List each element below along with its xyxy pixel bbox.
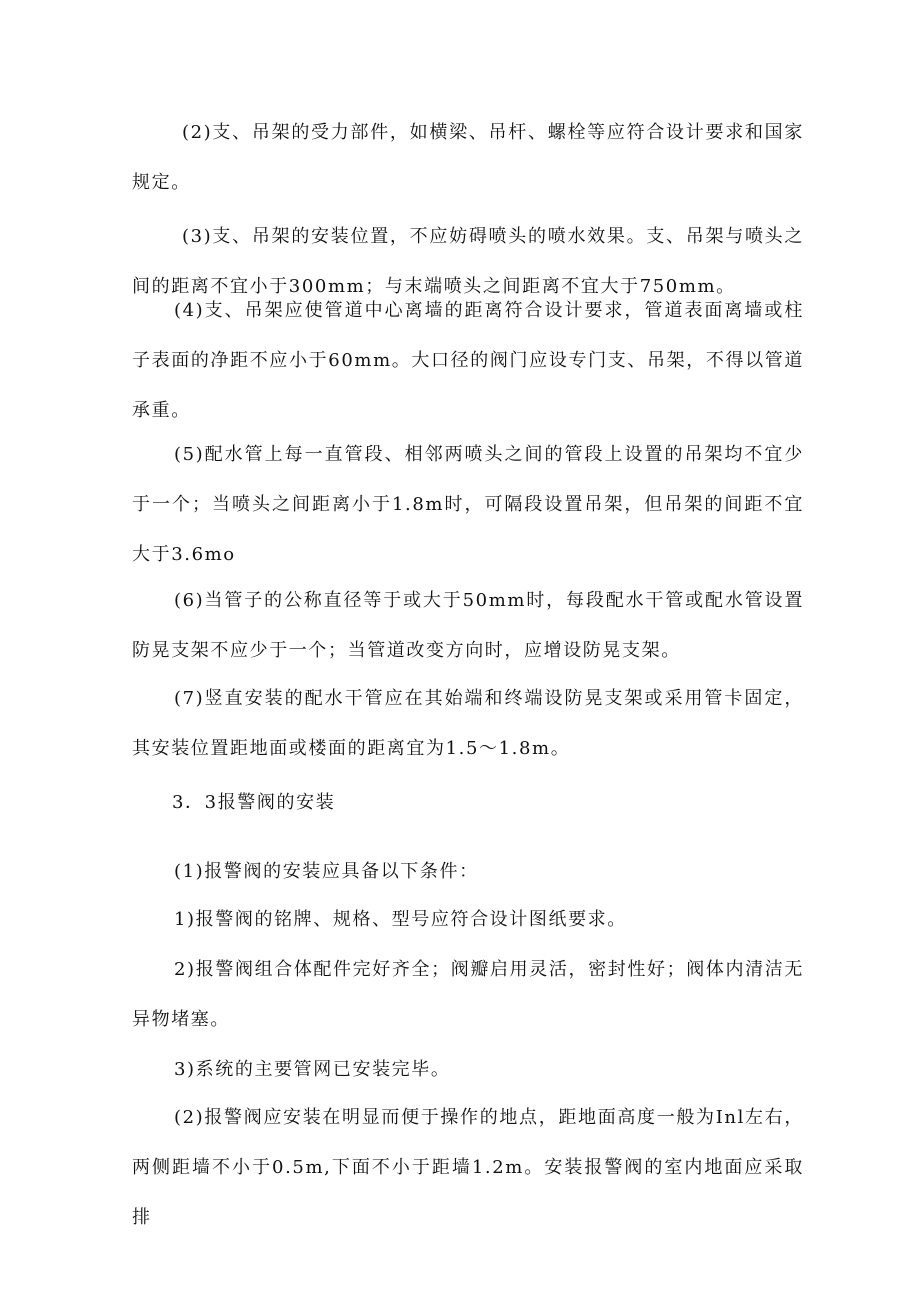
alarm-paragraph-2: (2)报警阀应安装在明显而便于操作的地点，距地面高度一般为Inl左右，两侧距墙不小于0.5m,下面不小于距墙1.2m。安装报警阀的室内地面应采取排	[132, 1107, 804, 1228]
alarm-paragraph-1: (1)报警阀的安装应具备以下条件：	[174, 861, 479, 882]
paragraph-2: (2)支、吊架的受力部件，如横梁、吊杆、螺栓等应符合设计要求和国家规定。	[132, 122, 804, 193]
paragraph-4: (4)支、吊架应使管道中心离墙的距离符合设计要求，管道表面离墙或柱子表面的净距不应小于60mm。大口径的阀门应设专门支、吊架，不得以管道承重。	[132, 300, 804, 421]
paragraph-7: (7)竖直安装的配水干管应在其始端和终端设防晃支架或采用管卡固定，其安装位置距地面或楼面的距离宜为1.5～1.8m。	[132, 688, 804, 759]
alarm-item-1: 1)报警阀的铭牌、规格、型号应符合设计图纸要求。	[174, 909, 627, 930]
paragraph-3: (3)支、吊架的安装位置，不应妨碍喷头的喷水效果。支、吊架与喷头之间的距离不宜小于300mm；与末端喷头之间距离不宜大于750mm。	[132, 226, 804, 297]
section-heading: 3．3报警阀的安装	[172, 792, 336, 813]
alarm-item-3: 3)系统的主要管网已安装完毕。	[174, 1059, 451, 1080]
alarm-item-2: 2)报警阀组合体配件完好齐全；阀瓣启用灵活，密封性好；阀体内清洁无异物堵塞。	[132, 959, 804, 1030]
paragraph-6: (6)当管子的公称直径等于或大于50mm时，每段配水干管或配水管设置防晃支架不应少于一个；当管道改变方向时，应增设防晃支架。	[132, 590, 804, 661]
paragraph-5: (5)配水管上每一直管段、相邻两喷头之间的管段上设置的吊架均不宜少于一个；当喷头之间距离小于1.8m时，可隔段设置吊架，但吊架的间距不宜大于3.6mo	[132, 444, 804, 565]
